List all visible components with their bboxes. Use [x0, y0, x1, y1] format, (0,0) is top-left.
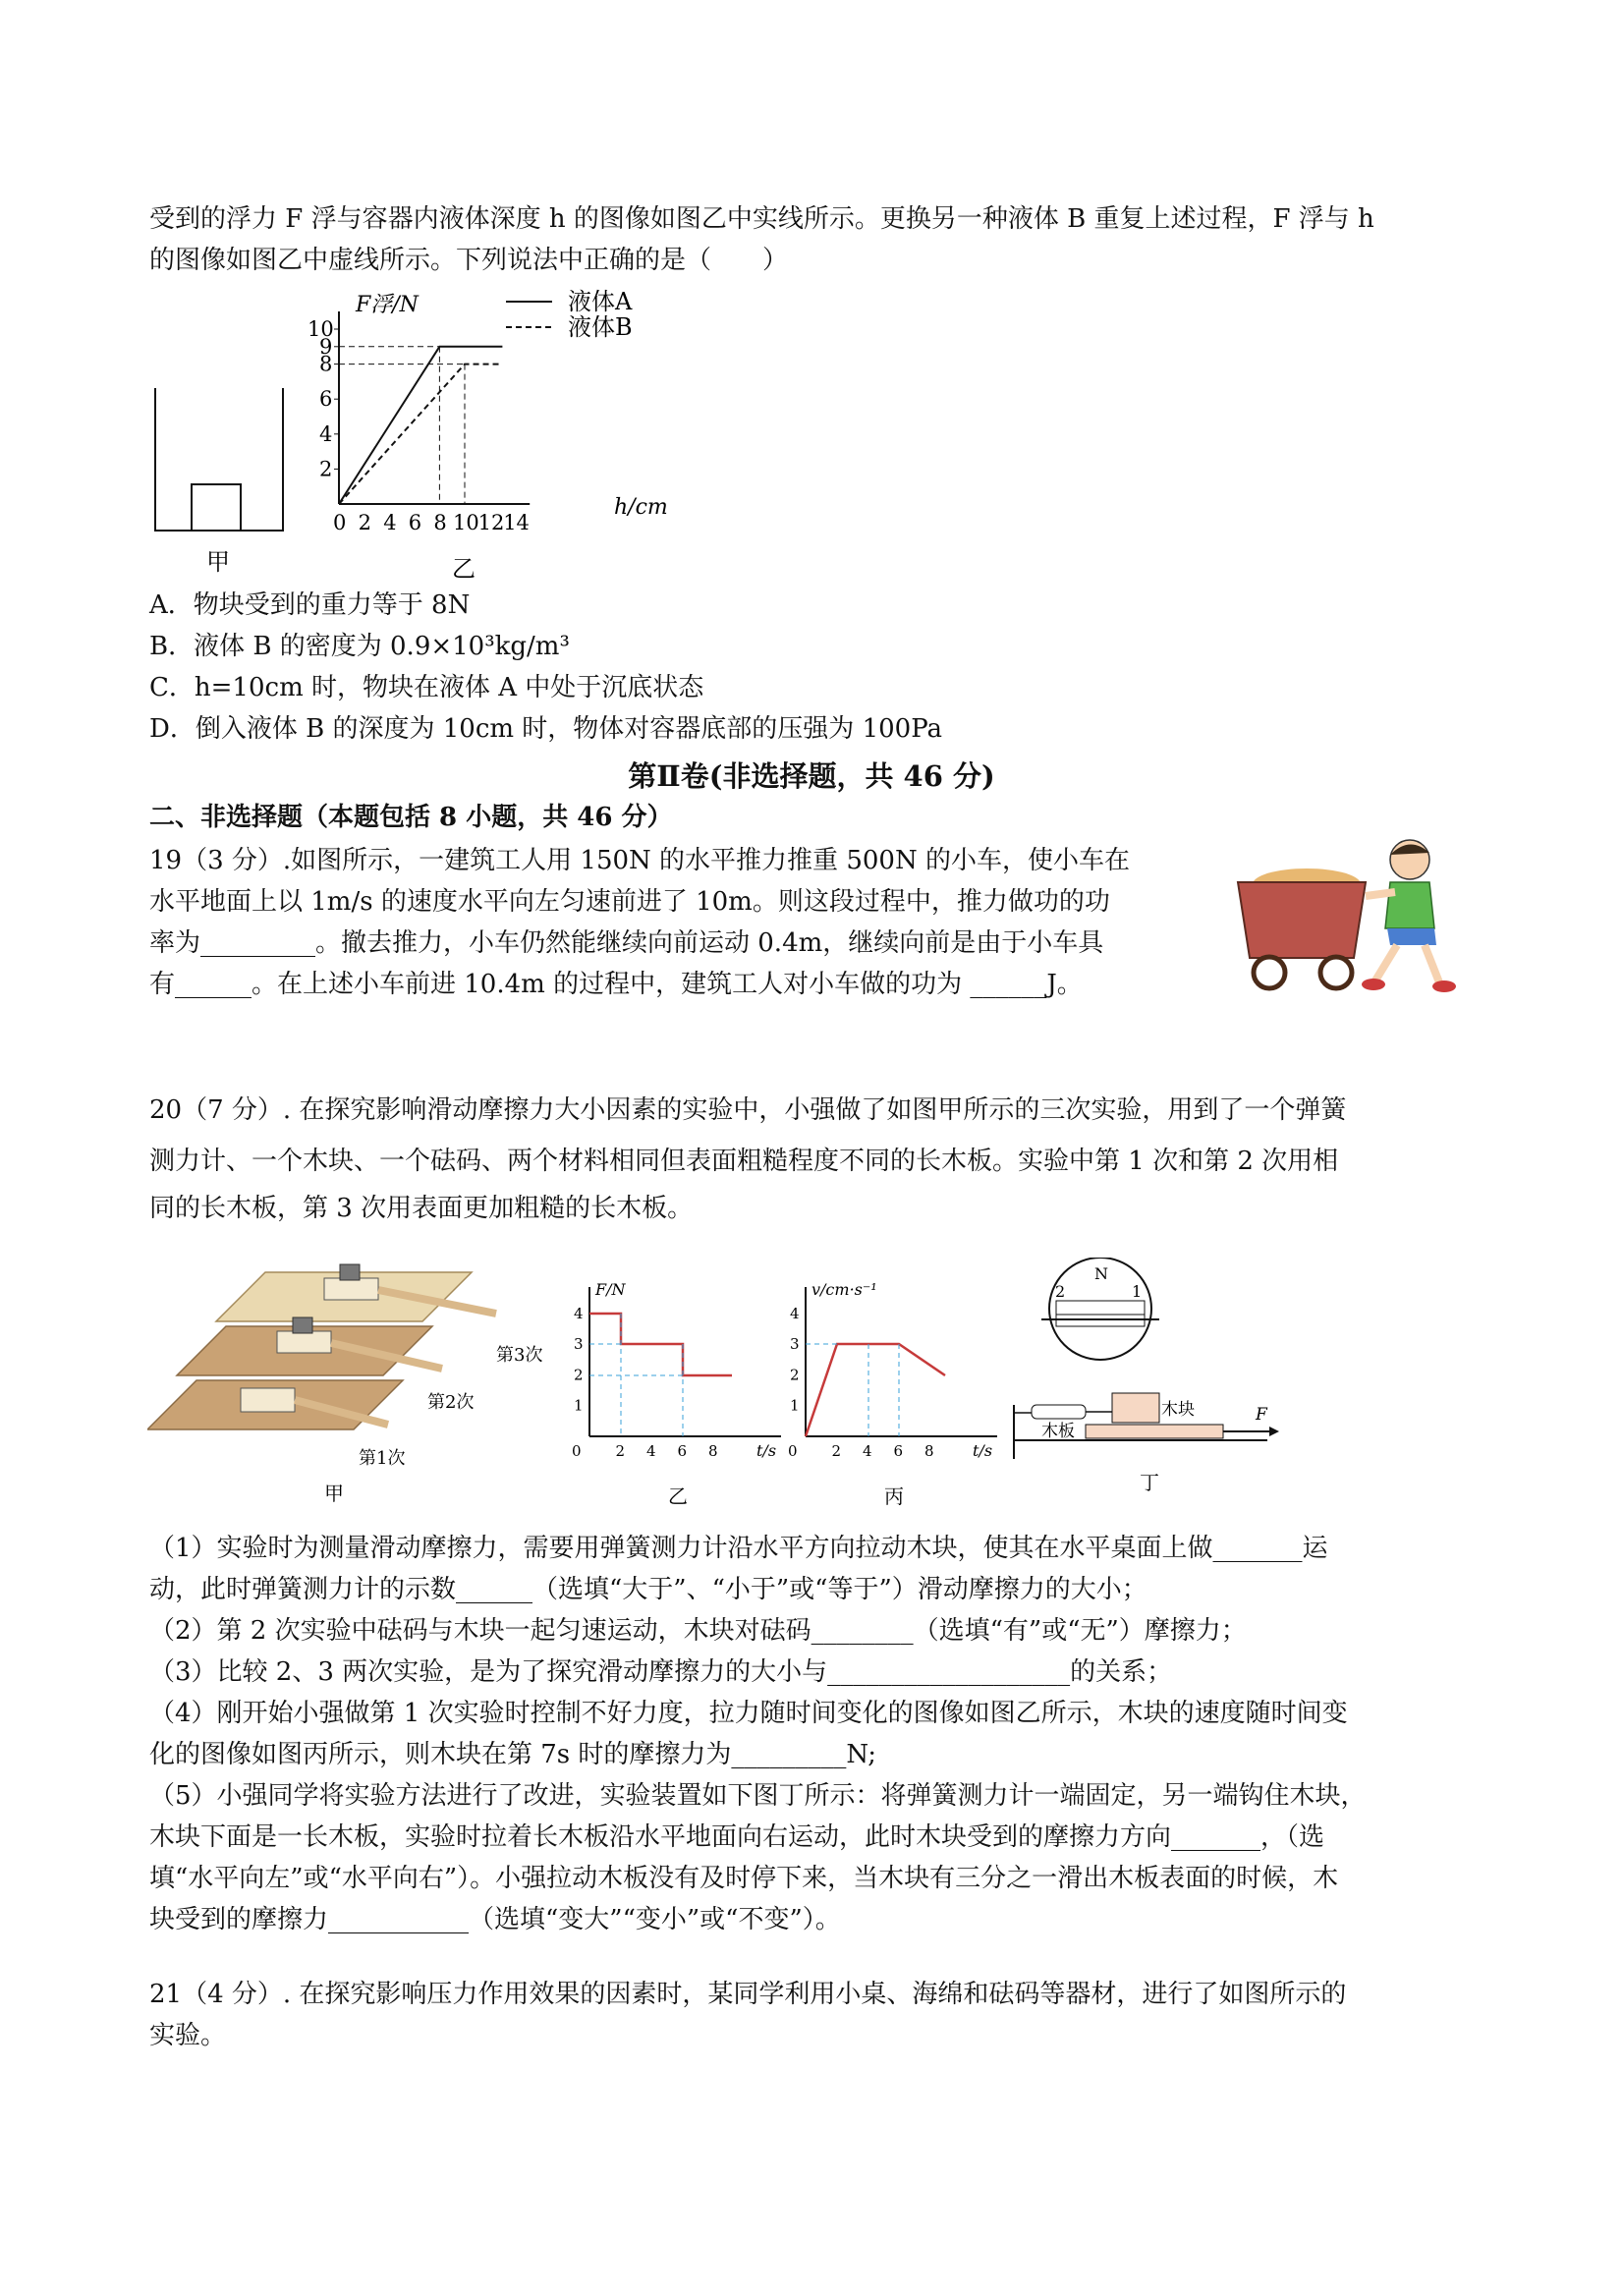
q18-option-c: C．h=10cm 时，物块在液体 A 中处于沉底状态: [149, 673, 704, 702]
tick-label: 3: [790, 1335, 800, 1354]
y-tick-label: 9: [319, 334, 333, 359]
trial-2-label: 第2次: [427, 1392, 475, 1413]
buoyancy-chart: [295, 280, 707, 585]
x-tick-label: 8: [433, 511, 447, 534]
y-tick-label: 10: [308, 317, 334, 341]
gauge-tick-1: 1: [1132, 1282, 1143, 1301]
trial-1-label: 第1次: [359, 1448, 406, 1469]
q18-option-b: B．液体 B 的密度为 0.9×10³kg/m³: [149, 632, 570, 661]
tick-label: 8: [924, 1442, 934, 1460]
q19-line-1: 19（3 分）.如图所示，一建筑工人用 150N 的水平推力推重 500N 的小车，使小车在: [149, 846, 1130, 875]
tick-label: 4: [574, 1304, 584, 1322]
legend-liquid-b: 液体B: [568, 313, 633, 341]
q20-question-line-6: 化的图像如图丙所示，则木块在第 7s 时的摩擦力为_________N;: [149, 1740, 876, 1769]
q18-option-d: D．倒入液体 B 的深度为 10cm 时，物体对容器底部的压强为 100Pa: [149, 714, 943, 744]
tick-label: 2: [831, 1442, 842, 1460]
tick-label: 4: [863, 1442, 872, 1460]
legend-liquid-a: 液体A: [568, 288, 633, 315]
q20-question-line-2: 动，此时弹簧测力计的示数______（选填“大于”、“小于”或“等于”）滑动摩擦力的大小；: [149, 1575, 1147, 1604]
x-tick-label: 4: [383, 511, 397, 534]
gauge-unit-label: N: [1094, 1264, 1108, 1283]
x-tick-label: 10: [453, 511, 479, 534]
tick-label: 4: [790, 1304, 800, 1322]
yi-x-label: t/s: [756, 1441, 777, 1460]
fig-bing-label: 丙: [884, 1484, 904, 1508]
q19-line-2: 水平地面上以 1m/s 的速度水平向左匀速前进了 10m。则这段过程中，推力做功的功: [149, 887, 1110, 917]
container-figure: [147, 383, 295, 580]
q20-question-line-4: （3）比较 2、3 两次实验，是为了探究滑动摩擦力的大小与___________________的关系；: [149, 1657, 1173, 1687]
tick-label: 2: [615, 1442, 626, 1460]
friction-trials-figure: [147, 1243, 570, 1513]
tick-label: 0: [572, 1442, 582, 1460]
tick-label: 8: [708, 1442, 718, 1460]
q20-question-line-9: 填“水平向左”或“水平向右”）。小强拉动木板没有及时停下来，当木块有三分之一滑出木板表面的时候，木: [149, 1864, 1339, 1893]
worker-pushing-cart-illustration: [1228, 835, 1464, 997]
chart-x-label: h/cm: [614, 495, 668, 520]
tick-label: 4: [646, 1442, 656, 1460]
fig-yi-label: 乙: [452, 555, 476, 583]
y-tick-label: 8: [319, 352, 333, 376]
velocity-time-chart: [786, 1267, 1002, 1513]
q18-option-a: A．物块受到的重力等于 8N: [149, 590, 471, 620]
force-time-chart: [570, 1267, 786, 1513]
q18-line-2: 的图像如图乙中虚线所示。下列说法中正确的是（ ）: [149, 246, 789, 275]
q21-line-1: 21（4 分）. 在探究影响压力作用效果的因素时，某同学利用小桌、海绵和砝码等器材，进行了如图所示的: [149, 1980, 1347, 2009]
force-f-label: F: [1256, 1405, 1267, 1425]
q19-line-3: 率为_________。撤去推力，小车仍然能继续向前运动 0.4m，继续向前是由于小车具: [149, 928, 1104, 958]
q20-intro-3: 同的长木板，第 3 次用表面更加粗糙的长木板。: [149, 1194, 694, 1223]
tick-label: 2: [574, 1366, 584, 1384]
tick-label: 3: [574, 1335, 584, 1354]
x-tick-label: 12: [477, 511, 505, 534]
tick-label: 6: [677, 1442, 688, 1460]
q20-question-line-5: （4）刚开始小强做第 1 次实验时控制不好力度，拉力随时间变化的图像如图乙所示，木块的速度随时间变: [149, 1699, 1348, 1728]
q20-intro-1: 20（7 分）. 在探究影响滑动摩擦力大小因素的实验中，小强做了如图甲所示的三次实验，用到了一个弹簧: [149, 1095, 1347, 1125]
x-tick-label: 2: [358, 511, 371, 534]
improved-setup-figure: [1002, 1258, 1282, 1508]
q21-line-2: 实验。: [149, 2021, 227, 2050]
x-tick-label: 14: [503, 511, 530, 534]
q18-line-1: 受到的浮力 F 浮与容器内液体深度 h 的图像如图乙中实线所示。更换另一种液体 B 重复上述过程，F 浮与 h: [149, 204, 1374, 234]
board-label: 木板: [1041, 1422, 1075, 1441]
y-tick-label: 4: [319, 421, 333, 446]
x-tick-label: 0: [333, 511, 347, 534]
series-line-liquid-a: [339, 347, 502, 504]
gauge-tick-2: 2: [1055, 1282, 1066, 1301]
chart-y-label: F浮/N: [356, 293, 419, 317]
series-line-liquid-b: [339, 364, 502, 504]
tick-label: 1: [574, 1396, 584, 1415]
y-tick-label: 2: [319, 457, 333, 481]
q20-question-line-1: （1）实验时为测量滑动摩擦力，需要用弹簧测力计沿水平方向拉动木块，使其在水平桌面上做_______运: [149, 1534, 1328, 1563]
block-label: 木块: [1161, 1400, 1195, 1420]
q20-question-line-10: 块受到的摩擦力___________（选填“变大”“变小”或“不变”）。: [149, 1905, 841, 1934]
tick-label: 6: [893, 1442, 904, 1460]
y-tick-label: 6: [319, 387, 333, 412]
q20-intro-2: 测力计、一个木块、一个砝码、两个材料相同但表面粗糙程度不同的长木板。实验中第 1 次和第 2 次用相: [149, 1147, 1339, 1176]
section-2-subtitle: 二、非选择题（本题包括 8 小题，共 46 分）: [149, 803, 673, 832]
tick-label: 0: [788, 1442, 798, 1460]
section-2-title: 第Ⅱ卷(非选择题，共 46 分): [628, 759, 995, 793]
fig-jia-label-20: 甲: [324, 1482, 344, 1505]
fig-jia-label: 甲: [206, 548, 230, 576]
trial-3-label: 第3次: [496, 1345, 543, 1366]
bing-x-label: t/s: [973, 1441, 993, 1460]
x-tick-label: 6: [408, 511, 422, 534]
q19-line-4: 有______。在上述小车前进 10.4m 的过程中，建筑工人对小车做的功为 ______J。: [149, 970, 1083, 999]
tick-label: 1: [790, 1396, 800, 1415]
bing-y-label: v/cm·s⁻¹: [812, 1280, 877, 1299]
q20-question-line-7: （5）小强同学将实验方法进行了改进，实验装置如下图丁所示：将弹簧测力计一端固定，另一端钩住木块，: [149, 1781, 1367, 1811]
yi-y-label: F/N: [595, 1280, 626, 1299]
q20-question-line-3: （2）第 2 次实验中砝码与木块一起匀速运动，木块对砝码________（选填“有”或“无”）摩擦力；: [149, 1616, 1247, 1646]
fig-yi-label-20: 乙: [668, 1484, 688, 1508]
q20-question-line-8: 木块下面是一长木板，实验时拉着长木板沿水平地面向右运动，此时木块受到的摩擦力方向_______，（选: [149, 1822, 1325, 1852]
tick-label: 2: [790, 1366, 800, 1384]
fig-ding-label: 丁: [1140, 1471, 1159, 1494]
